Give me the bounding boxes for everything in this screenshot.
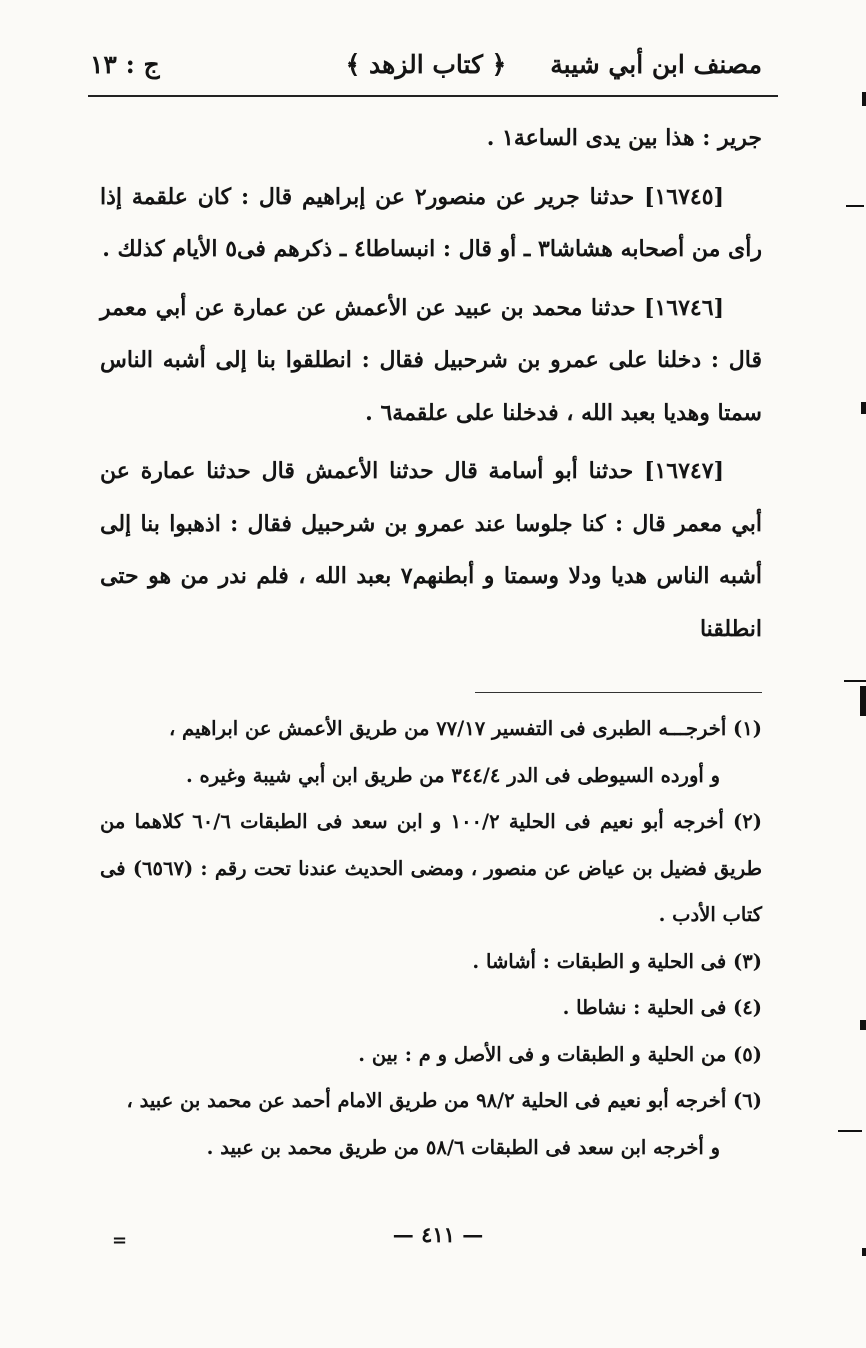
footnote-continuation: و أورده السيوطى فى الدر ٣٤٤/٤ من طريق ابن أبي شيبة وغيره .: [185, 763, 720, 787]
paragraph: [١٦٧٤٧] حدثنا أبو أسامة قال حدثنا الأعمش قال حدثنا عمارة عن أبي معمر قال : كنا جلوسا عند عمرو بن شرحبيل فقال : اذهبوا بنا إلى أشبه الناس هديا ودلا وسمتا و أبطنهم٧ بعبد الله ، فلم ندر من هو حتى انطلقنا: [100, 458, 762, 642]
footnote: (١) أخرجـــه الطبرى فى التفسير ٧٧/١٧ من طريق الأعمش عن ابراهيم ،: [168, 717, 762, 740]
volume-number: ج : ١٣: [90, 50, 160, 79]
footnote: (٥) من الحلية و الطبقات و فى الأصل و م : بين .: [358, 1042, 762, 1066]
scan-mark: [860, 686, 866, 716]
scan-mark: [861, 402, 866, 414]
footnote: (٢) أخرجه أبو نعيم فى الحلية ١٠٠/٢ و ابن سعد فى الطبقات ٦٠/٦ كلاهما من طريق فضيل بن عياض عن منصور ، ومضى الحديث عندنا تحت رقم : (٦٥٦٧) فى كتاب الأدب .: [100, 810, 762, 926]
page-number: — ٤١١ —: [392, 1222, 484, 1247]
footnote-rule: [475, 692, 762, 693]
scan-mark: [862, 1248, 866, 1256]
main-text: [100, 112, 762, 661]
header-rule: [88, 95, 778, 97]
footnote: (٤) فى الحلية : نشاطا .: [562, 996, 762, 1019]
running-header: [88, 40, 764, 94]
scan-mark: [846, 205, 864, 207]
footnotes: [100, 706, 762, 1171]
footnote: (٦) أخرجه أبو نعيم فى الحلية ٩٨/٢ من طريق الامام أحمد عن محمد بن عبيد ،: [126, 1089, 762, 1112]
paragraph: جرير : هذا بين يدى الساعة١ .: [486, 125, 762, 151]
scan-mark: [862, 92, 866, 106]
footnote: (٣) فى الحلية و الطبقات : أشاشا .: [472, 949, 762, 973]
footer-mark: =: [112, 1230, 128, 1251]
chapter-title: ﴿ كتاب الزهد ﴾: [345, 50, 507, 79]
scan-mark: [844, 680, 866, 682]
footnote-continuation: و أخرجه ابن سعد فى الطبقات ٥٨/٦ من طريق محمد بن عبيد .: [206, 1135, 720, 1159]
scan-mark: [838, 1130, 862, 1132]
paragraph: [١٦٧٤٥] حدثنا جرير عن منصور٢ عن إبراهيم قال : كان علقمة إذا رأى من أصحابه هشاشا٣ ـ أو قال : انبساطا٤ ـ ذكرهم فى٥ الأيام كذلك .: [100, 183, 762, 262]
page-footer: [0, 1222, 866, 1252]
scan-mark: [860, 1020, 866, 1030]
paragraph: [١٦٧٤٦] حدثنا محمد بن عبيد عن الأعمش عن عمارة عن أبي معمر قال : دخلنا على عمرو بن شرحبيل فقال : انطلقوا بنا إلى أشبه الناس سمتا وهديا بعبد الله ، فدخلنا على علقمة٦ .: [100, 294, 762, 426]
book-title: مصنف ابن أبي شيبة: [550, 50, 762, 79]
